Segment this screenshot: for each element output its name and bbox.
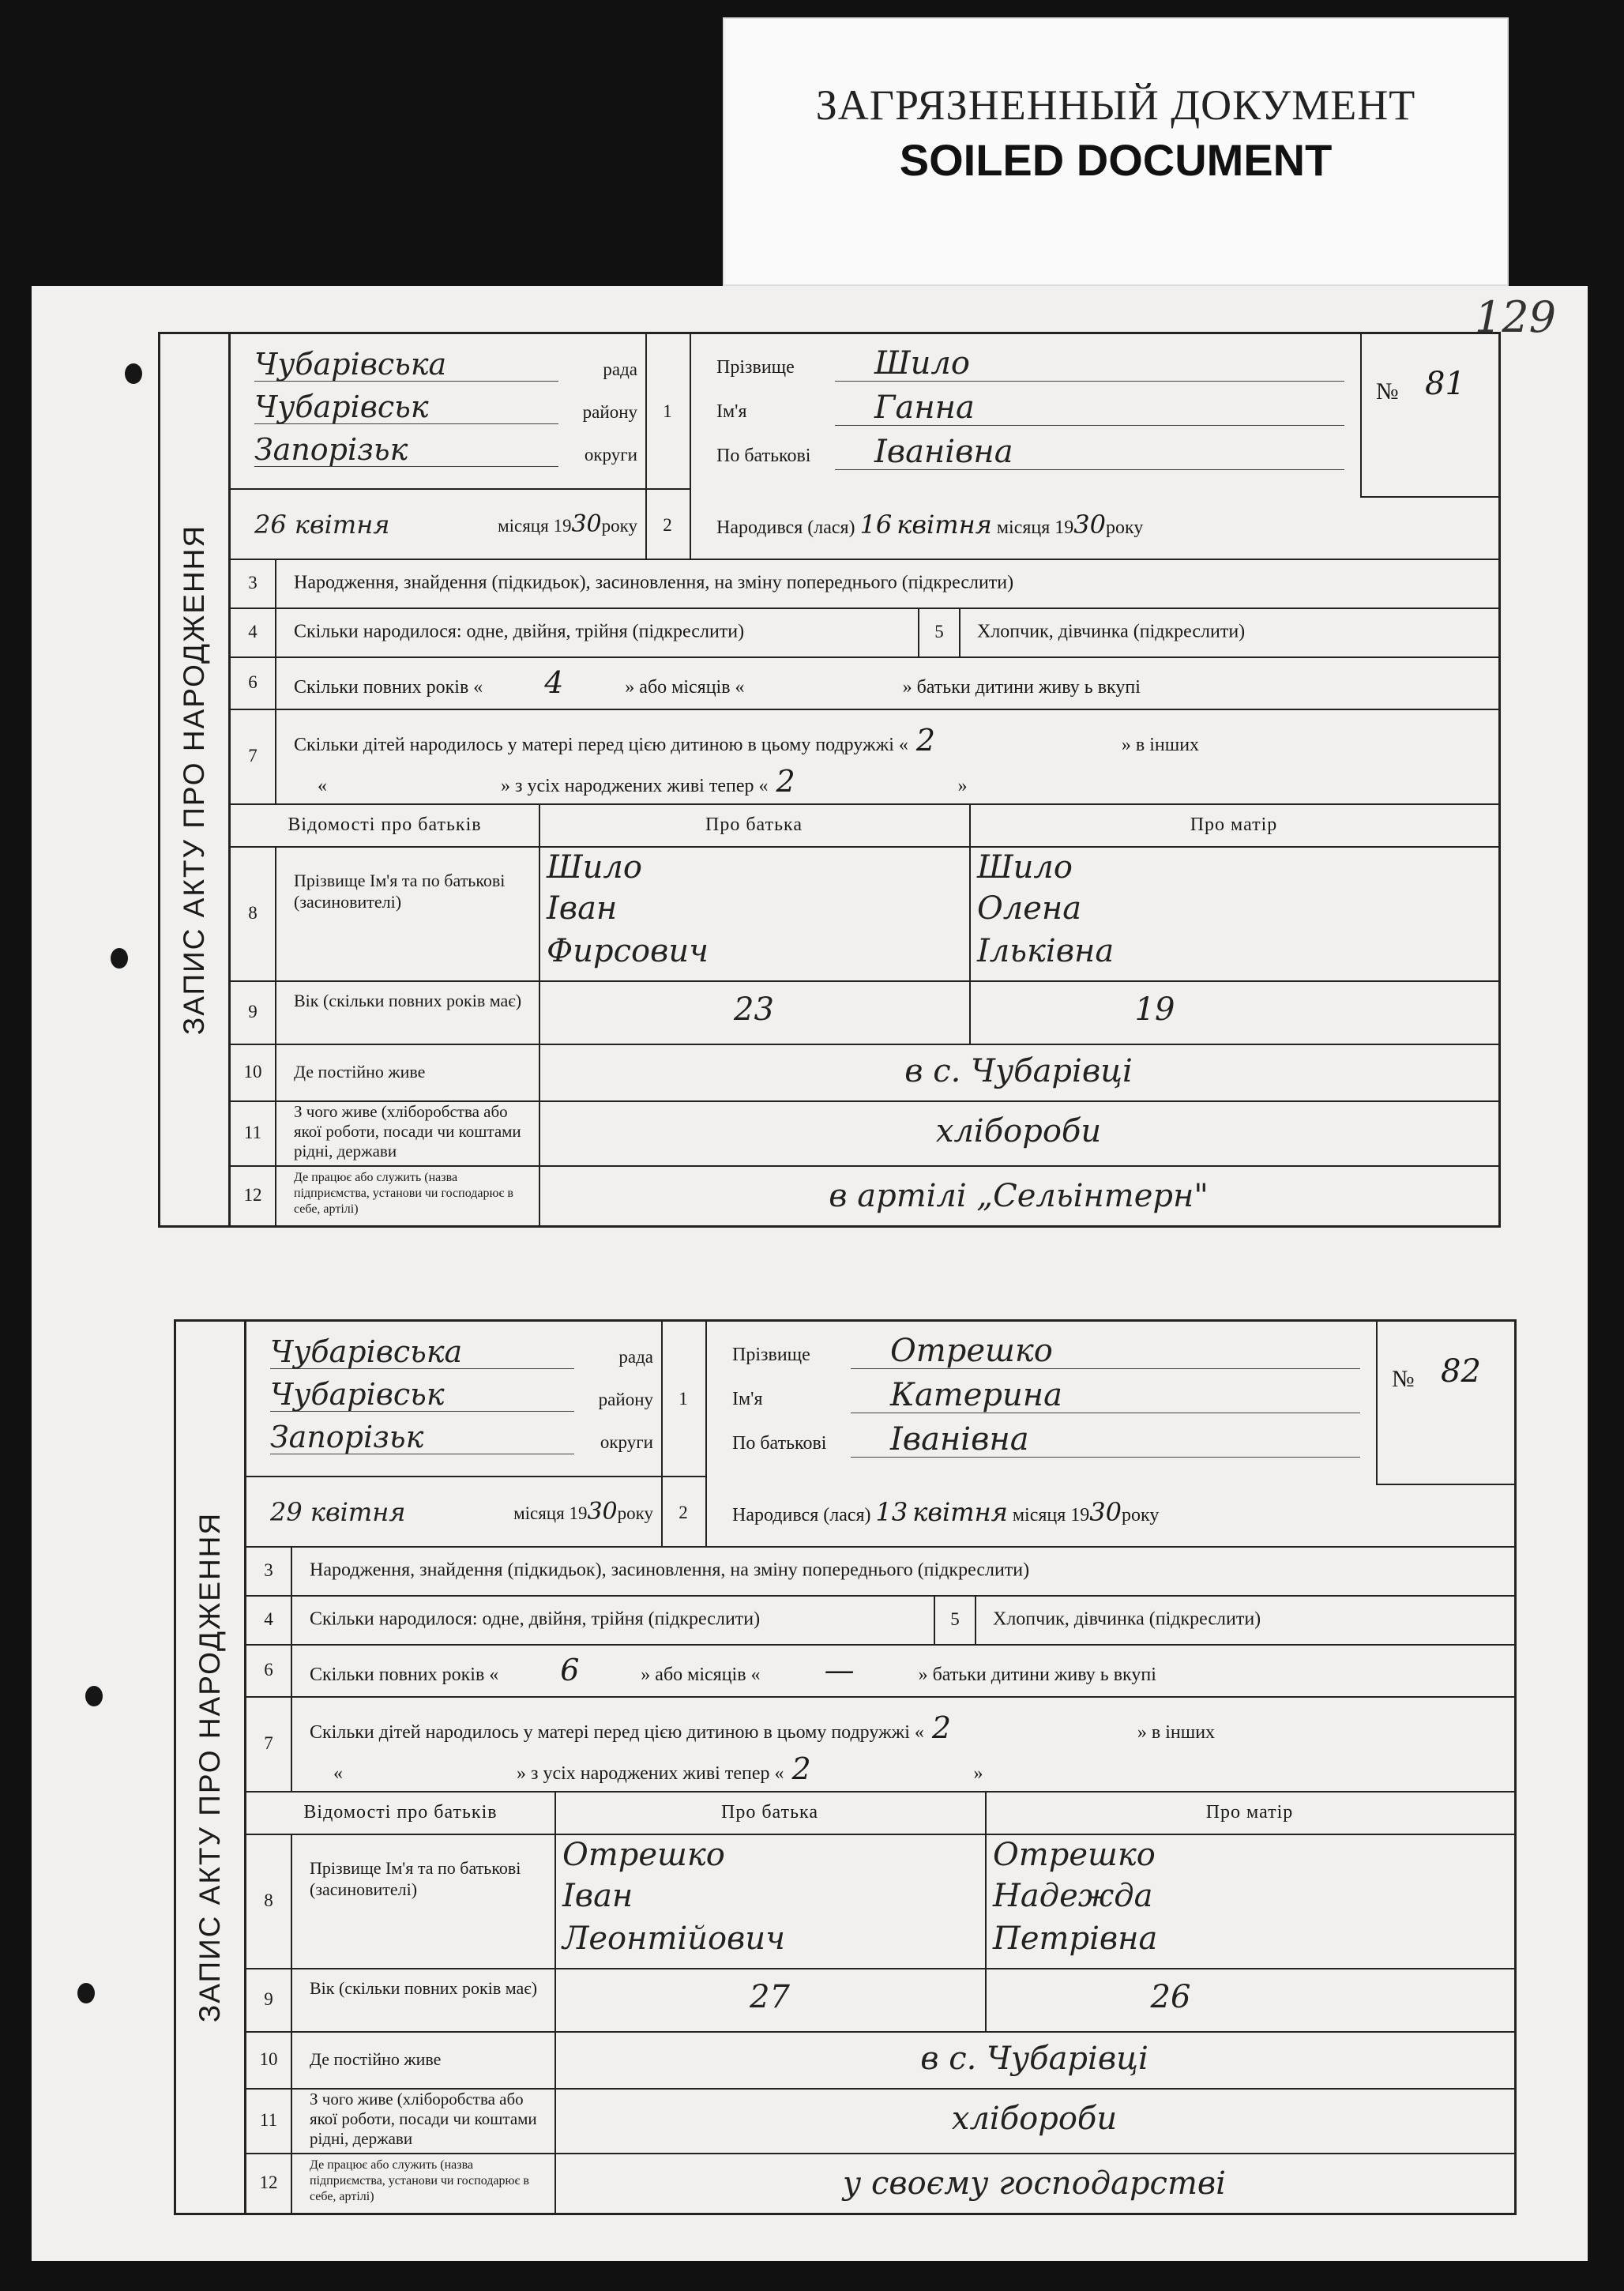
mother-patronymic: Петрівна	[993, 1920, 1158, 1957]
record-number: № 81	[1360, 334, 1498, 498]
father-patronymic: Леонтійович	[562, 1920, 785, 1957]
child-names: 1 2 Прізвище Отрешко Ім'я Катерина По батькові Іванівна Народився (лася) 13 квітня місяця 1930року	[661, 1322, 1376, 1546]
row-9-age: 9 Вік (скільки повних років має) 23 19	[231, 980, 1498, 1045]
birth-date: Народився (лася) 16 квітня місяця 1930року	[716, 510, 1144, 540]
folio-number: 129	[1474, 292, 1556, 342]
registration-date: 26 квітня	[254, 510, 390, 540]
soiled-document-label	[723, 17, 1509, 286]
child-patronymic: Іванівна	[874, 434, 1013, 470]
raion-value: Чубарівськ	[270, 1377, 445, 1412]
row-3: 3 Народження, знайдення (підкидьок), засиновлення, на зміну попереднього (підкреслити)	[231, 559, 1498, 609]
punch-hole	[77, 1983, 95, 2003]
parents-header: Відомості про батьків Про батька Про матір	[246, 1791, 1514, 1835]
child-surname: Шило	[874, 345, 970, 382]
father-name: Іван	[562, 1878, 633, 1914]
row-8-names: 8 Прізвище Ім'я та по батькові (засиновителі) Шило Іван Фирсович Шило Олена Ільківна	[231, 846, 1498, 982]
okrug-value: Запорізьк	[270, 1420, 424, 1454]
row-7: 7 Скільки дітей народилось у матері перед цією дитиною в цьому подружжі « 2 » в інших « » з усіх народжених живі тепер « 2 »	[231, 709, 1498, 805]
mother-name: Надежда	[993, 1878, 1153, 1914]
child-surname: Отрешко	[890, 1333, 1053, 1369]
father-name: Іван	[547, 890, 618, 927]
workplace: у своєму господарстві	[843, 2165, 1226, 2202]
father-surname: Отрешко	[562, 1837, 725, 1873]
record-header	[246, 1322, 1514, 1548]
row-4-5: 4 Скільки народилося: одне, двійня, трійня (підкреслити) 5 Хлопчик, дівчинка (підкреслити)	[231, 608, 1498, 658]
row-6: 6 Скільки повних років « 4 » або місяців « » батьки дитини живу ь вкупі	[231, 656, 1498, 710]
row-4-5: 4 Скільки народилося: одне, двійня, трійня (підкреслити) 5 Хлопчик, дівчинка (підкреслити)	[246, 1595, 1514, 1646]
row-12-workplace: 12 Де працює або служить (назва підприємства, установи чи господарює в себе, артілі) у своєму господарстві	[246, 2153, 1514, 2213]
row-12-workplace: 12 Де працює або служить (назва підприємства, установи чи господарює в себе, артілі) в артілі „Сельінтерн"	[231, 1165, 1498, 1225]
residence: в с. Чубарівці	[920, 2041, 1148, 2077]
raion-value: Чубарівськ	[254, 389, 429, 424]
row-7: 7 Скільки дітей народилось у матері перед цією дитиною в цьому подружжі « 2 » в інших « » з усіх народжених живі тепер « 2 »	[246, 1696, 1514, 1793]
child-patronymic: Іванівна	[890, 1421, 1029, 1458]
registration-date: 29 квітня	[270, 1497, 406, 1527]
punch-hole	[111, 948, 128, 969]
mother-age: 19	[1134, 991, 1175, 1028]
label-line-english: SOILED DOCUMENT	[899, 135, 1333, 185]
father-age: 23	[734, 991, 774, 1028]
mother-name: Олена	[977, 890, 1082, 927]
child-name: Катерина	[890, 1377, 1062, 1413]
mother-surname: Отрешко	[993, 1837, 1156, 1873]
record-number: № 82	[1376, 1322, 1514, 1485]
row-11-occupation: 11 З чого живе (хліборобства або якої роботи, посади чи коштами рідні, держави хлібороби	[231, 1100, 1498, 1167]
father-surname: Шило	[547, 849, 642, 886]
birth-record	[174, 1319, 1517, 2215]
residence: в с. Чубарівці	[904, 1053, 1133, 1089]
registry-place: Чубарівська рада Чубарівськ району Запорізьк округи 26 квітня місяця 1930року	[231, 334, 647, 559]
father-patronymic: Фирсович	[547, 933, 709, 969]
record-form	[231, 332, 1501, 1228]
occupation: хлібороби	[935, 1113, 1102, 1149]
row-3: 3 Народження, знайдення (підкидьок), засиновлення, на зміну попереднього (підкреслити)	[246, 1546, 1514, 1597]
child-names: 1 2 Прізвище Шило Ім'я Ганна По батькові Іванівна Народився (лася) 16 квітня місяця 1930року	[645, 334, 1360, 559]
mother-surname: Шило	[977, 849, 1073, 886]
birth-record	[158, 332, 1501, 1228]
label-line-russian: ЗАГРЯЗНЕННЫЙ ДОКУМЕНТ	[815, 81, 1416, 129]
parents-header: Відомості про батьків Про батька Про матір	[231, 803, 1498, 848]
punch-hole	[85, 1686, 103, 1706]
row-9-age: 9 Вік (скільки повних років має) 27 26	[246, 1968, 1514, 2033]
mother-age: 26	[1150, 1979, 1191, 2015]
row-10-residence: 10 Де постійно живе в с. Чубарівці	[231, 1044, 1498, 1102]
occupation: хлібороби	[951, 2101, 1118, 2137]
record-side-title: ЗАПИС АКТУ ПРО НАРОДЖЕННЯ	[174, 1319, 246, 2215]
record-form	[246, 1319, 1517, 2215]
father-age: 27	[750, 1979, 790, 2015]
record-header	[231, 334, 1498, 560]
row-10-residence: 10 Де постійно живе в с. Чубарівці	[246, 2031, 1514, 2090]
rada-value: Чубарівська	[254, 347, 447, 382]
row-6: 6 Скільки повних років « 6 » або місяців « — » батьки дитини живу ь вкупі	[246, 1644, 1514, 1698]
record-side-title: ЗАПИС АКТУ ПРО НАРОДЖЕННЯ	[158, 332, 231, 1228]
registry-place: Чубарівська рада Чубарівськ району Запорізьк округи 29 квітня місяця 1930року	[246, 1322, 663, 1546]
punch-hole	[125, 363, 142, 384]
birth-date: Народився (лася) 13 квітня місяця 1930року	[732, 1497, 1160, 1527]
rada-value: Чубарівська	[270, 1334, 463, 1369]
okrug-value: Запорізьк	[254, 432, 408, 467]
workplace: в артілі „Сельінтерн"	[829, 1178, 1209, 1214]
child-name: Ганна	[874, 389, 975, 426]
row-11-occupation: 11 З чого живе (хліборобства або якої роботи, посади чи коштами рідні, держави хлібороби	[246, 2088, 1514, 2154]
mother-patronymic: Ільківна	[977, 933, 1115, 969]
row-8-names: 8 Прізвище Ім'я та по батькові (засиновителі) Отрешко Іван Леонтійович Отрешко Надежда Петрівна	[246, 1834, 1514, 1969]
